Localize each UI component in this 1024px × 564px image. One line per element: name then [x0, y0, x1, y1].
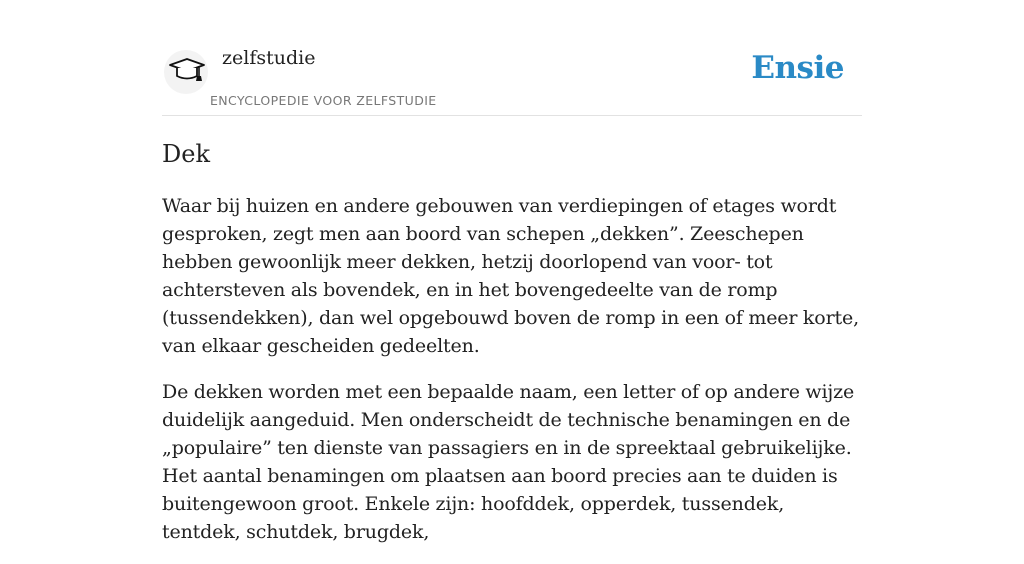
site-logo[interactable] [164, 50, 208, 94]
ensie-logo-link[interactable]: Ensie [751, 50, 844, 86]
article [162, 138, 864, 564]
graduation-cap-icon [168, 56, 206, 86]
article-paragraph: De dekken worden met een bepaalde naam, een letter of op andere wijze duidelijk aangeduid. Men onderscheidt de technische benamingen en de „populaire” ten dienste van passagiers en in de spreektaal gebruikelijke. Het aantal benamingen om plaatsen aan boord precies aan te duiden is buitengewoon groot. Enkele zijn: hoofddek, opperdek, tussendek, tentdek, schutdek, brugdek, [162, 381, 855, 543]
article-paragraph: Waar bij huizen en andere gebouwen van verdiepingen of etages wordt gesproken, zegt men aan boord van schepen „dekken”. Zeeschepen hebben gewoonlijk meer dekken, hetzij doorlopend van voor- tot achtersteven als bovendek, en in het bovengedeelte van de romp (tussendekken), dan wel opgebouwd boven de romp in een of meer korte, van elkaar gescheiden gedeelten. [162, 195, 859, 357]
site-tagline: ENCYCLOPEDIE VOOR ZELFSTUDIE [210, 93, 437, 108]
site-name-link[interactable]: zelfstudie [222, 47, 316, 69]
article-title: Dek [162, 140, 210, 168]
site-header [162, 40, 862, 116]
